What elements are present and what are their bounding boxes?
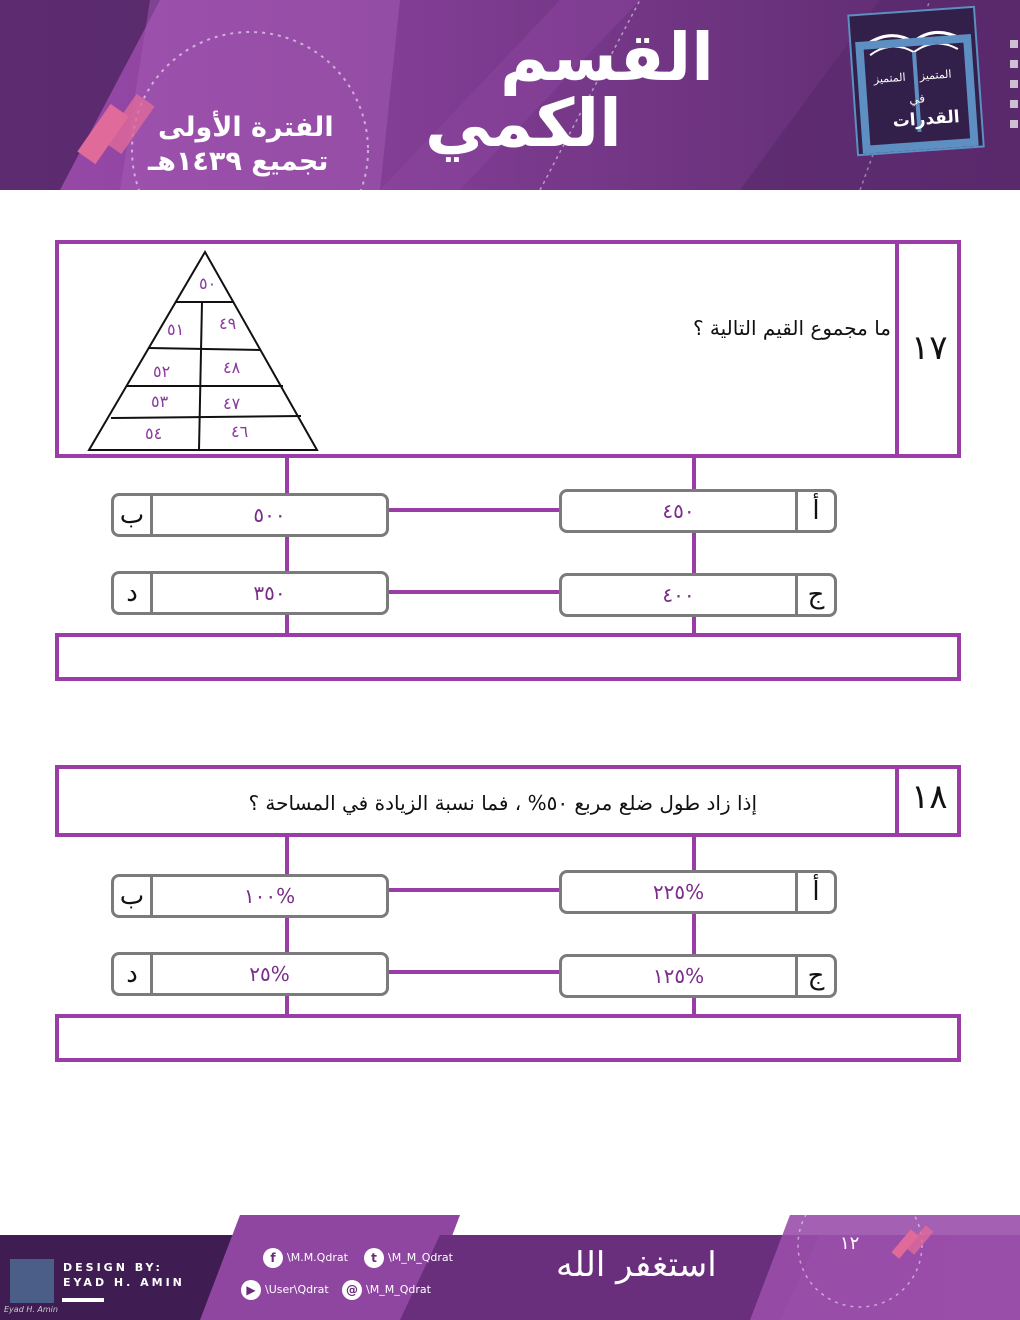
facebook-icon[interactable]: f [263,1248,283,1268]
designer-signature: Eyad H. Amin [4,1305,58,1314]
design-by-label: DESIGN BY: [63,1261,163,1274]
question-frame [55,765,961,837]
option-value: ٤٥٠ [662,499,695,523]
option-a[interactable] [559,870,837,914]
instagram-handle[interactable]: \M_M_Qdrat [366,1283,431,1296]
connector-line [388,970,560,974]
pyramid-value: ٥٤ [145,424,163,443]
section-title-line1: القسم [500,19,714,96]
logo [847,6,985,157]
connector-line [388,508,560,512]
section-title-line2: الكمي [425,85,622,162]
pyramid-figure [87,248,319,452]
logo-text-1: المتميز [919,67,952,83]
question-number-cell [895,244,957,454]
page-number: ١٢ [840,1233,860,1254]
option-letter: د [126,959,138,989]
logo-text-3: القدرات [892,107,961,132]
pyramid-value: ٤٧ [223,394,241,413]
twitter-icon[interactable]: t [364,1248,384,1268]
option-b[interactable] [111,493,389,537]
pyramid-top-value: ٥٠ [199,274,217,293]
option-letter: ب [119,881,145,911]
option-c[interactable] [559,954,837,998]
pyramid-value: ٤٩ [219,314,237,333]
youtube-handle[interactable]: \User\Qdrat [265,1283,329,1296]
option-letter: ب [119,500,145,530]
designer-avatar [10,1259,54,1303]
page-footer [0,1215,1020,1320]
option-value: %٢٥ [249,962,290,986]
option-b[interactable] [111,874,389,918]
facebook-handle[interactable]: \M.M.Qdrat [287,1251,348,1264]
pyramid-value: ٤٦ [231,422,249,441]
answer-box[interactable] [55,633,961,681]
period-label: الفترة الأولى [158,112,334,143]
instagram-icon[interactable]: @ [342,1280,362,1300]
question-text: إذا زاد طول ضلع مربع ٥٠% ، فما نسبة الزيادة في المساحة ؟ [248,791,757,815]
option-letter: ج [807,961,825,991]
twitter-handle[interactable]: \M_M_Qdrat [388,1251,453,1264]
option-letter: د [126,578,138,608]
option-letter: ج [807,580,825,610]
option-value: %١٢٥ [652,964,705,988]
question-number-cell [895,769,957,833]
option-d[interactable] [111,952,389,996]
pyramid-value: ٤٨ [223,358,241,377]
question-text: ما مجموع القيم التالية ؟ [692,316,891,340]
option-a[interactable] [559,489,837,533]
book-icon [849,8,982,154]
option-value: ٣٥٠ [253,581,286,605]
pyramid-value: ٥٢ [153,362,171,381]
connector-line [388,888,560,892]
pyramid-value: ٥٣ [151,392,169,411]
logo-text-small: المتميز [873,70,907,86]
pyramid-value: ٥١ [167,320,185,339]
option-d[interactable] [111,571,389,615]
option-value: ٤٠٠ [662,583,695,607]
option-letter: أ [812,496,820,526]
answer-box[interactable] [55,1014,961,1062]
question-frame [55,240,961,458]
question-number: ١٨ [911,777,948,817]
youtube-icon[interactable]: ▶ [241,1280,261,1300]
option-value: %١٠٠ [243,884,296,908]
option-letter: أ [812,877,820,907]
option-value: %٢٢٥ [652,880,705,904]
collection-label: تجميع ١٤٣٩هـ [148,146,329,177]
option-c[interactable] [559,573,837,617]
logo-text-2: في [908,91,926,107]
connector-line [388,590,560,594]
designer-name: EYAD H. AMIN [63,1276,185,1289]
page-header [0,0,1020,190]
option-value: ٥٠٠ [253,503,286,527]
question-number: ١٧ [911,328,948,368]
calligraphy-text: استغفر الله [556,1245,717,1285]
